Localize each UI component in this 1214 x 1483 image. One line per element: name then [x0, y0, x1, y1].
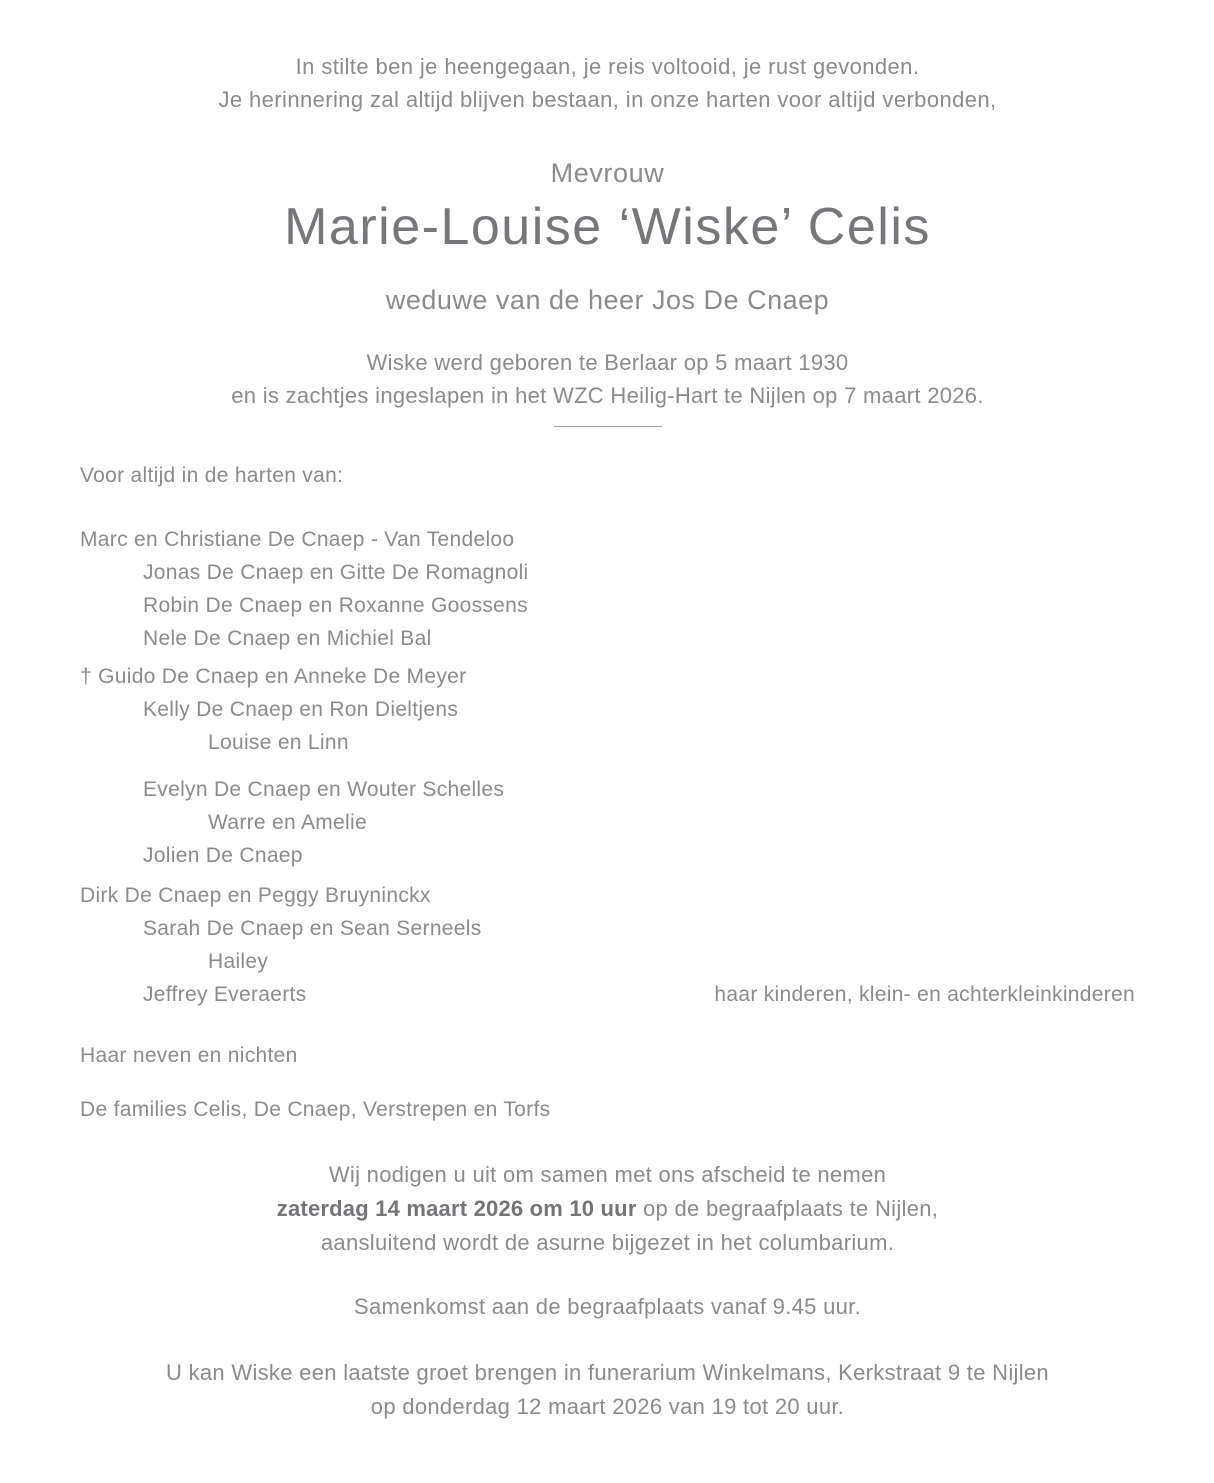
family-line: Jeffrey Everaerts [143, 983, 307, 1006]
family-line-with-note [80, 978, 1135, 1011]
salutation: Mevrouw [550, 158, 665, 188]
family-line: Kelly De Cnaep en Ron Dieltjens [143, 698, 459, 721]
ceremony-datetime: zaterdag 14 maart 2026 om 10 uur [276, 1196, 637, 1221]
deceased-name: Marie-Louise ‘Wiske’ Celis [284, 198, 931, 256]
relation-line: weduwe van de heer Jos De Cnaep [385, 285, 830, 315]
family-line: Louise en Linn [208, 731, 349, 754]
visitation-line2: op donderdag 12 maart 2026 van 19 tot 20 uur. [370, 1394, 845, 1419]
family-line: Sarah De Cnaep en Sean Serneels [143, 917, 482, 940]
family-line: Evelyn De Cnaep en Wouter Schelles [143, 778, 505, 801]
family-line: Jolien De Cnaep [143, 844, 303, 867]
birth-line: Wiske werd geboren te Berlaar op 5 maart 1930 [366, 350, 849, 375]
invitation-block [80, 1158, 1135, 1260]
gathering-line: Samenkomst aan de begraafplaats vanaf 9.45 uur. [354, 1294, 861, 1319]
memorial-verse-line1: In stilte ben je heengegaan, je reis voltooid, je rust gevonden. [295, 54, 920, 79]
visitation-block [80, 1356, 1135, 1424]
family-line: Nele De Cnaep en Michiel Bal [143, 627, 432, 650]
life-dates [80, 346, 1135, 412]
memorial-verse [80, 50, 1135, 116]
family-intro: Voor altijd in de harten van: [80, 464, 344, 487]
family-line: Dirk De Cnaep en Peggy Bruyninckx [80, 884, 431, 907]
family-right-note: haar kinderen, klein- en achterkleinkinderen [714, 983, 1135, 1006]
relatives-line: Haar neven en nichten [80, 1044, 298, 1067]
family-line: † Guido De Cnaep en Anneke De Meyer [80, 665, 467, 688]
invitation-line1: Wij nodigen u uit om samen met ons afscheid te nemen [328, 1162, 887, 1187]
visitation-line1: U kan Wiske een laatste groet brengen in funerarium Winkelmans, Kerkstraat 9 te Nijlen [166, 1360, 1049, 1385]
invitation-line3: aansluitend wordt de asurne bijgezet in het columbarium. [320, 1230, 895, 1255]
family-line: Warre en Amelie [208, 811, 367, 834]
invitation-line2 [80, 1192, 1135, 1226]
death-line: en is zachtjes ingeslapen in het WZC Heilig-Hart te Nijlen op 7 maart 2026. [231, 383, 984, 408]
family-line: Hailey [208, 950, 269, 973]
family-list [80, 523, 1135, 1011]
ceremony-location: op de begraafplaats te Nijlen, [636, 1196, 939, 1221]
family-line: Jonas De Cnaep en Gitte De Romagnoli [143, 561, 529, 584]
divider-rule [554, 426, 662, 427]
family-line: Marc en Christiane De Cnaep - Van Tendeloo [80, 528, 515, 551]
memorial-verse-line2: Je herinnering zal altijd blijven bestaan, in onze harten voor altijd verbonden, [218, 87, 997, 112]
family-line: Robin De Cnaep en Roxanne Goossens [143, 594, 528, 617]
families-line: De families Celis, De Cnaep, Verstrepen en Torfs [80, 1098, 551, 1121]
